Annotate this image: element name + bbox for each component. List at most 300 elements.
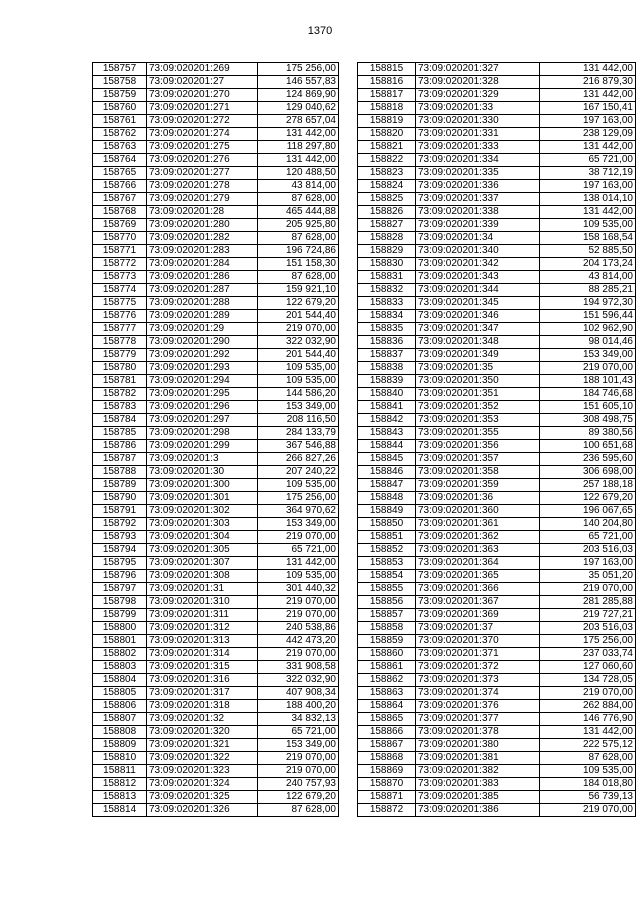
value-cell: 301 440,32	[258, 583, 339, 596]
cadastral-number-cell: 73:09:020201:353	[416, 414, 540, 427]
row-number-cell: 158839	[358, 375, 416, 388]
cadastral-number-cell: 73:09:020201:325	[147, 791, 258, 804]
row-number-cell: 158831	[358, 271, 416, 284]
cadastral-number-cell: 73:09:020201:270	[147, 89, 258, 102]
value-cell: 331 908,58	[258, 661, 339, 674]
value-cell: 219 070,00	[540, 362, 636, 375]
table-row	[358, 622, 636, 635]
value-cell: 87 628,00	[258, 271, 339, 284]
table-row	[93, 336, 339, 349]
row-number-cell: 158829	[358, 245, 416, 258]
value-cell: 196 067,65	[540, 505, 636, 518]
value-cell: 188 101,43	[540, 375, 636, 388]
value-cell: 308 498,75	[540, 414, 636, 427]
row-number-cell: 158807	[93, 713, 147, 726]
row-number-cell: 158835	[358, 323, 416, 336]
row-number-cell: 158849	[358, 505, 416, 518]
cadastral-number-cell: 73:09:020201:367	[416, 596, 540, 609]
value-cell: 109 535,00	[258, 479, 339, 492]
cadastral-number-cell: 73:09:020201:317	[147, 687, 258, 700]
table-row	[358, 323, 636, 336]
table-row	[93, 297, 339, 310]
row-number-cell: 158779	[93, 349, 147, 362]
cadastral-number-cell: 73:09:020201:299	[147, 440, 258, 453]
cadastral-number-cell: 73:09:020201:286	[147, 271, 258, 284]
cadastral-number-cell: 73:09:020201:311	[147, 609, 258, 622]
table-row	[93, 713, 339, 726]
table-row	[93, 778, 339, 791]
row-number-cell: 158811	[93, 765, 147, 778]
value-cell: 207 240,22	[258, 466, 339, 479]
value-cell: 306 698,00	[540, 466, 636, 479]
row-number-cell: 158871	[358, 791, 416, 804]
cadastral-number-cell: 73:09:020201:305	[147, 544, 258, 557]
cadastral-number-cell: 73:09:020201:277	[147, 167, 258, 180]
value-cell: 240 757,93	[258, 778, 339, 791]
table-row	[93, 635, 339, 648]
cadastral-number-cell: 73:09:020201:339	[416, 219, 540, 232]
row-number-cell: 158769	[93, 219, 147, 232]
cadastral-number-cell: 73:09:020201:27	[147, 76, 258, 89]
cadastral-number-cell: 73:09:020201:37	[416, 622, 540, 635]
row-number-cell: 158813	[93, 791, 147, 804]
table-row	[93, 544, 339, 557]
row-number-cell: 158854	[358, 570, 416, 583]
value-cell: 236 595,60	[540, 453, 636, 466]
cadastral-number-cell: 73:09:020201:362	[416, 531, 540, 544]
value-cell: 151 596,44	[540, 310, 636, 323]
value-cell: 205 925,80	[258, 219, 339, 232]
row-number-cell: 158842	[358, 414, 416, 427]
cadastral-number-cell: 73:09:020201:321	[147, 739, 258, 752]
value-cell: 65 721,00	[258, 544, 339, 557]
value-cell: 131 442,00	[540, 63, 636, 76]
table-row	[358, 804, 636, 817]
row-number-cell: 158858	[358, 622, 416, 635]
table-row	[93, 102, 339, 115]
value-cell: 201 544,40	[258, 349, 339, 362]
cadastral-number-cell: 73:09:020201:330	[416, 115, 540, 128]
table-row	[358, 89, 636, 102]
value-cell: 167 150,41	[540, 102, 636, 115]
value-cell: 35 051,20	[540, 570, 636, 583]
cadastral-number-cell: 73:09:020201:276	[147, 154, 258, 167]
cadastral-number-cell: 73:09:020201:3	[147, 453, 258, 466]
value-cell: 184 018,80	[540, 778, 636, 791]
row-number-cell: 158770	[93, 232, 147, 245]
value-cell: 109 535,00	[258, 362, 339, 375]
cadastral-number-cell: 73:09:020201:357	[416, 453, 540, 466]
cadastral-number-cell: 73:09:020201:315	[147, 661, 258, 674]
row-number-cell: 158855	[358, 583, 416, 596]
cadastral-number-cell: 73:09:020201:34	[416, 232, 540, 245]
table-row	[358, 245, 636, 258]
row-number-cell: 158806	[93, 700, 147, 713]
value-cell: 240 538,86	[258, 622, 339, 635]
table-row	[93, 739, 339, 752]
value-cell: 131 442,00	[540, 141, 636, 154]
cadastral-number-cell: 73:09:020201:272	[147, 115, 258, 128]
row-number-cell: 158796	[93, 570, 147, 583]
row-number-cell: 158846	[358, 466, 416, 479]
cadastral-number-cell: 73:09:020201:374	[416, 687, 540, 700]
row-number-cell: 158825	[358, 193, 416, 206]
table-row	[93, 401, 339, 414]
row-number-cell: 158816	[358, 76, 416, 89]
table-row	[358, 492, 636, 505]
table-row	[93, 700, 339, 713]
right-table-body	[358, 63, 636, 817]
row-number-cell: 158766	[93, 180, 147, 193]
cadastral-number-cell: 73:09:020201:284	[147, 258, 258, 271]
row-number-cell: 158765	[93, 167, 147, 180]
value-cell: 65 721,00	[540, 531, 636, 544]
table-row	[93, 154, 339, 167]
cadastral-number-cell: 73:09:020201:279	[147, 193, 258, 206]
cadastral-number-cell: 73:09:020201:342	[416, 258, 540, 271]
table-row	[358, 193, 636, 206]
value-cell: 219 070,00	[258, 648, 339, 661]
value-cell: 203 516,03	[540, 622, 636, 635]
value-cell: 102 962,90	[540, 323, 636, 336]
cadastral-number-cell: 73:09:020201:347	[416, 323, 540, 336]
cadastral-number-cell: 73:09:020201:289	[147, 310, 258, 323]
row-number-cell: 158838	[358, 362, 416, 375]
value-cell: 219 070,00	[258, 765, 339, 778]
value-cell: 151 605,10	[540, 401, 636, 414]
table-row	[358, 453, 636, 466]
table-row	[93, 349, 339, 362]
row-number-cell: 158774	[93, 284, 147, 297]
row-number-cell: 158834	[358, 310, 416, 323]
table-row	[93, 440, 339, 453]
value-cell: 144 586,20	[258, 388, 339, 401]
value-cell: 266 827,26	[258, 453, 339, 466]
table-row	[358, 752, 636, 765]
table-row	[93, 765, 339, 778]
row-number-cell: 158832	[358, 284, 416, 297]
value-cell: 153 349,00	[258, 518, 339, 531]
cadastral-number-cell: 73:09:020201:326	[147, 804, 258, 817]
table-row	[93, 388, 339, 401]
row-number-cell: 158767	[93, 193, 147, 206]
value-cell: 219 070,00	[258, 752, 339, 765]
table-row	[358, 531, 636, 544]
table-row	[93, 661, 339, 674]
cadastral-number-cell: 73:09:020201:310	[147, 596, 258, 609]
row-number-cell: 158795	[93, 557, 147, 570]
cadastral-number-cell: 73:09:020201:328	[416, 76, 540, 89]
row-number-cell: 158798	[93, 596, 147, 609]
cadastral-number-cell: 73:09:020201:324	[147, 778, 258, 791]
row-number-cell: 158814	[93, 804, 147, 817]
row-number-cell: 158764	[93, 154, 147, 167]
cadastral-number-cell: 73:09:020201:35	[416, 362, 540, 375]
cadastral-number-cell: 73:09:020201:365	[416, 570, 540, 583]
value-cell: 196 724,86	[258, 245, 339, 258]
table-row	[358, 700, 636, 713]
cadastral-number-cell: 73:09:020201:359	[416, 479, 540, 492]
value-cell: 175 256,00	[540, 635, 636, 648]
value-cell: 38 712,19	[540, 167, 636, 180]
row-number-cell: 158870	[358, 778, 416, 791]
table-row	[358, 232, 636, 245]
cadastral-number-cell: 73:09:020201:349	[416, 349, 540, 362]
value-cell: 194 972,30	[540, 297, 636, 310]
value-cell: 284 133,79	[258, 427, 339, 440]
row-number-cell: 158777	[93, 323, 147, 336]
value-cell: 146 776,90	[540, 713, 636, 726]
row-number-cell: 158850	[358, 518, 416, 531]
row-number-cell: 158869	[358, 765, 416, 778]
cadastral-number-cell: 73:09:020201:331	[416, 128, 540, 141]
cadastral-number-cell: 73:09:020201:295	[147, 388, 258, 401]
cadastral-number-cell: 73:09:020201:334	[416, 154, 540, 167]
row-number-cell: 158781	[93, 375, 147, 388]
table-row	[93, 804, 339, 817]
page-number: 1370	[307, 25, 333, 37]
table-row	[93, 375, 339, 388]
cadastral-number-cell: 73:09:020201:337	[416, 193, 540, 206]
row-number-cell: 158771	[93, 245, 147, 258]
row-number-cell: 158759	[93, 89, 147, 102]
row-number-cell: 158776	[93, 310, 147, 323]
table-row	[358, 674, 636, 687]
table-row	[93, 76, 339, 89]
value-cell: 100 651,68	[540, 440, 636, 453]
cadastral-number-cell: 73:09:020201:355	[416, 427, 540, 440]
value-cell: 197 163,00	[540, 557, 636, 570]
value-cell: 364 970,62	[258, 505, 339, 518]
row-number-cell: 158872	[358, 804, 416, 817]
value-cell: 122 679,20	[258, 297, 339, 310]
cadastral-number-cell: 73:09:020201:278	[147, 180, 258, 193]
table-row	[358, 570, 636, 583]
value-cell: 219 070,00	[540, 583, 636, 596]
table-row	[358, 609, 636, 622]
row-number-cell: 158760	[93, 102, 147, 115]
row-number-cell: 158868	[358, 752, 416, 765]
row-number-cell: 158817	[358, 89, 416, 102]
table-row	[358, 297, 636, 310]
row-number-cell: 158793	[93, 531, 147, 544]
cadastral-number-cell: 73:09:020201:282	[147, 232, 258, 245]
row-number-cell: 158830	[358, 258, 416, 271]
table-row	[358, 206, 636, 219]
table-row	[358, 791, 636, 804]
row-number-cell: 158867	[358, 739, 416, 752]
table-row	[93, 63, 339, 76]
cadastral-number-cell: 73:09:020201:280	[147, 219, 258, 232]
row-number-cell: 158782	[93, 388, 147, 401]
row-number-cell: 158819	[358, 115, 416, 128]
value-cell: 197 163,00	[540, 180, 636, 193]
cadastral-number-cell: 73:09:020201:345	[416, 297, 540, 310]
table-row	[93, 414, 339, 427]
row-number-cell: 158783	[93, 401, 147, 414]
cadastral-number-cell: 73:09:020201:346	[416, 310, 540, 323]
row-number-cell: 158791	[93, 505, 147, 518]
table-row	[358, 648, 636, 661]
value-cell: 129 040,62	[258, 102, 339, 115]
value-cell: 127 060,60	[540, 661, 636, 674]
value-cell: 257 188,18	[540, 479, 636, 492]
table-row	[358, 115, 636, 128]
row-number-cell: 158861	[358, 661, 416, 674]
cadastral-number-cell: 73:09:020201:366	[416, 583, 540, 596]
row-number-cell: 158815	[358, 63, 416, 76]
value-cell: 175 256,00	[258, 63, 339, 76]
cadastral-number-cell: 73:09:020201:275	[147, 141, 258, 154]
cadastral-number-cell: 73:09:020201:320	[147, 726, 258, 739]
row-number-cell: 158840	[358, 388, 416, 401]
row-number-cell: 158801	[93, 635, 147, 648]
table-row	[358, 271, 636, 284]
table-row	[358, 63, 636, 76]
cadastral-number-cell: 73:09:020201:300	[147, 479, 258, 492]
cadastral-number-cell: 73:09:020201:373	[416, 674, 540, 687]
row-number-cell: 158826	[358, 206, 416, 219]
left-table-body	[93, 63, 339, 817]
table-row	[358, 713, 636, 726]
row-number-cell: 158792	[93, 518, 147, 531]
value-cell: 184 746,68	[540, 388, 636, 401]
table-row	[358, 375, 636, 388]
row-number-cell: 158780	[93, 362, 147, 375]
row-number-cell: 158818	[358, 102, 416, 115]
row-number-cell: 158812	[93, 778, 147, 791]
row-number-cell: 158844	[358, 440, 416, 453]
cadastral-number-cell: 73:09:020201:312	[147, 622, 258, 635]
row-number-cell: 158827	[358, 219, 416, 232]
table-row	[93, 583, 339, 596]
table-row	[358, 687, 636, 700]
cadastral-number-cell: 73:09:020201:336	[416, 180, 540, 193]
table-row	[93, 323, 339, 336]
cadastral-number-cell: 73:09:020201:29	[147, 323, 258, 336]
table-row	[358, 167, 636, 180]
value-cell: 109 535,00	[540, 219, 636, 232]
cadastral-number-cell: 73:09:020201:31	[147, 583, 258, 596]
value-cell: 153 349,00	[258, 739, 339, 752]
table-row	[358, 284, 636, 297]
cadastral-number-cell: 73:09:020201:296	[147, 401, 258, 414]
value-cell: 146 557,83	[258, 76, 339, 89]
value-cell: 442 473,20	[258, 635, 339, 648]
cadastral-number-cell: 73:09:020201:32	[147, 713, 258, 726]
row-number-cell: 158803	[93, 661, 147, 674]
value-cell: 153 349,00	[258, 401, 339, 414]
cadastral-number-cell: 73:09:020201:297	[147, 414, 258, 427]
table-row	[93, 531, 339, 544]
row-number-cell: 158802	[93, 648, 147, 661]
row-number-cell: 158824	[358, 180, 416, 193]
table-row	[93, 180, 339, 193]
table-row	[358, 765, 636, 778]
row-number-cell: 158866	[358, 726, 416, 739]
row-number-cell: 158847	[358, 479, 416, 492]
value-cell: 65 721,00	[540, 154, 636, 167]
row-number-cell: 158790	[93, 492, 147, 505]
row-number-cell: 158758	[93, 76, 147, 89]
cadastral-number-cell: 73:09:020201:298	[147, 427, 258, 440]
row-number-cell: 158856	[358, 596, 416, 609]
table-row	[93, 570, 339, 583]
value-cell: 219 070,00	[258, 596, 339, 609]
table-row	[358, 258, 636, 271]
table-row	[358, 505, 636, 518]
table-row	[358, 128, 636, 141]
value-cell: 124 869,90	[258, 89, 339, 102]
value-cell: 134 728,05	[540, 674, 636, 687]
row-number-cell: 158761	[93, 115, 147, 128]
value-cell: 140 204,80	[540, 518, 636, 531]
table-row	[93, 271, 339, 284]
table-row	[93, 284, 339, 297]
cadastral-number-cell: 73:09:020201:28	[147, 206, 258, 219]
table-row	[93, 453, 339, 466]
value-cell: 87 628,00	[258, 193, 339, 206]
value-cell: 98 014,46	[540, 336, 636, 349]
row-number-cell: 158845	[358, 453, 416, 466]
cadastral-number-cell: 73:09:020201:327	[416, 63, 540, 76]
row-number-cell: 158833	[358, 297, 416, 310]
table-row	[93, 193, 339, 206]
value-cell: 118 297,80	[258, 141, 339, 154]
cadastral-number-cell: 73:09:020201:318	[147, 700, 258, 713]
value-cell: 131 442,00	[258, 557, 339, 570]
value-cell: 465 444,88	[258, 206, 339, 219]
value-cell: 201 544,40	[258, 310, 339, 323]
row-number-cell: 158789	[93, 479, 147, 492]
value-cell: 87 628,00	[258, 232, 339, 245]
value-cell: 159 921,10	[258, 284, 339, 297]
row-number-cell: 158809	[93, 739, 147, 752]
row-number-cell: 158836	[358, 336, 416, 349]
value-cell: 52 885,50	[540, 245, 636, 258]
table-row	[93, 622, 339, 635]
cadastral-number-cell: 73:09:020201:290	[147, 336, 258, 349]
value-cell: 120 488,50	[258, 167, 339, 180]
cadastral-number-cell: 73:09:020201:292	[147, 349, 258, 362]
row-number-cell: 158851	[358, 531, 416, 544]
table-row	[93, 128, 339, 141]
row-number-cell: 158862	[358, 674, 416, 687]
table-row	[93, 505, 339, 518]
table-row	[358, 102, 636, 115]
table-row	[358, 349, 636, 362]
row-number-cell: 158852	[358, 544, 416, 557]
value-cell: 151 158,30	[258, 258, 339, 271]
cadastral-number-cell: 73:09:020201:381	[416, 752, 540, 765]
row-number-cell: 158784	[93, 414, 147, 427]
cadastral-number-cell: 73:09:020201:30	[147, 466, 258, 479]
cadastral-number-cell: 73:09:020201:302	[147, 505, 258, 518]
table-row	[358, 479, 636, 492]
value-cell: 131 442,00	[540, 726, 636, 739]
value-cell: 43 814,00	[540, 271, 636, 284]
row-number-cell: 158822	[358, 154, 416, 167]
cadastral-number-cell: 73:09:020201:344	[416, 284, 540, 297]
cadastral-number-cell: 73:09:020201:370	[416, 635, 540, 648]
table-row	[358, 388, 636, 401]
table-row	[93, 726, 339, 739]
value-cell: 109 535,00	[258, 375, 339, 388]
table-row	[93, 258, 339, 271]
table-row	[93, 492, 339, 505]
value-cell: 281 285,88	[540, 596, 636, 609]
cadastral-number-cell: 73:09:020201:274	[147, 128, 258, 141]
